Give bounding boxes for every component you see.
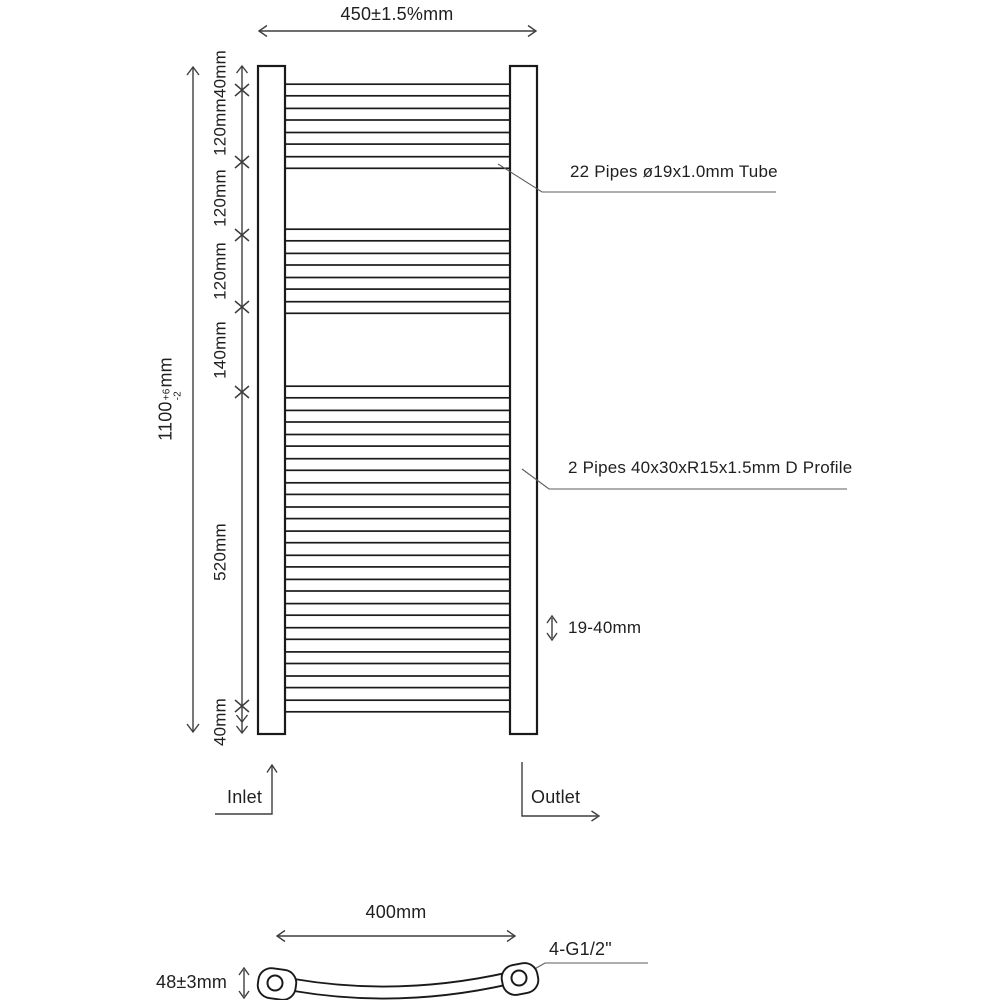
bottom-width-dim-label: 400mm xyxy=(365,902,427,923)
pipe-rungs xyxy=(285,84,512,712)
outlet-label: Outlet xyxy=(531,787,581,807)
tube-spec-label: 22 Pipes ø19x1.0mm Tube xyxy=(570,162,778,181)
pipe-rung xyxy=(285,157,512,169)
height-tol-plus: +6 xyxy=(161,388,173,401)
overall-height-dimension xyxy=(187,67,199,732)
height-unit: mm xyxy=(155,357,176,388)
profile-spec-label: 2 Pipes 40x30xR15x1.5mm D Profile xyxy=(568,458,853,477)
left-connection-port xyxy=(268,976,283,991)
segment-dim-label-5: 520mm xyxy=(210,523,230,581)
pipe-spacing-arrow xyxy=(547,616,557,640)
segment-dim-label-2: 120mm xyxy=(210,169,230,227)
height-tolerance xyxy=(163,389,184,401)
depth-dimension-arrow xyxy=(239,968,249,998)
pipe-rung xyxy=(285,579,512,591)
pipe-rung xyxy=(285,604,512,616)
pipe-rung xyxy=(285,483,512,495)
leader-lines xyxy=(498,164,847,975)
right-collector xyxy=(510,66,537,734)
top-width-dim-label: 450±1.5%mm xyxy=(340,4,454,25)
left-collector xyxy=(258,66,285,734)
overall-height-dim-label xyxy=(157,357,184,441)
pipe-rung xyxy=(285,507,512,519)
inlet-label: Inlet xyxy=(227,787,263,807)
right-connection-port xyxy=(512,971,527,986)
bottom-view xyxy=(256,961,540,1000)
connection-label-leader xyxy=(524,963,648,975)
pipe-rung xyxy=(285,676,512,688)
pipe-rung xyxy=(285,253,512,265)
segment-dim-label-1: 120mm xyxy=(210,98,230,156)
segment-dim-label-6: 40mm xyxy=(210,697,230,747)
pipe-spacing-label: 19-40mm xyxy=(568,618,642,637)
curved-rail-top-edge xyxy=(294,972,510,987)
pipe-rung xyxy=(285,278,512,290)
pipe-rung xyxy=(285,108,512,120)
bottom-width-dimension xyxy=(277,931,515,942)
pipe-rung xyxy=(285,386,512,398)
pipe-rung xyxy=(285,700,512,712)
pipe-rung xyxy=(285,229,512,241)
top-width-dimension xyxy=(259,26,536,37)
pipe-rung xyxy=(285,302,512,314)
segment-dim-label-4: 140mm xyxy=(210,321,230,379)
pipe-rung xyxy=(285,133,512,145)
pipe-rung xyxy=(285,555,512,567)
pipe-rung xyxy=(285,531,512,543)
pipe-rung xyxy=(285,435,512,447)
segment-dimension-line xyxy=(235,66,249,733)
depth-dim-label: 48±3mm xyxy=(156,972,228,992)
pipe-rung xyxy=(285,84,512,96)
segment-dim-label-3: 120mm xyxy=(210,242,230,300)
pipe-rung xyxy=(285,459,512,471)
pipe-rung xyxy=(285,652,512,664)
front-view xyxy=(258,66,537,734)
height-tol-minus: -2 xyxy=(172,391,183,401)
height-value: 1100 xyxy=(155,401,176,441)
connection-spec-label: 4-G1/2" xyxy=(549,939,612,959)
pipe-rung xyxy=(285,628,512,640)
pipe-rung xyxy=(285,410,512,422)
segment-dim-label-0: 40mm xyxy=(210,49,230,99)
